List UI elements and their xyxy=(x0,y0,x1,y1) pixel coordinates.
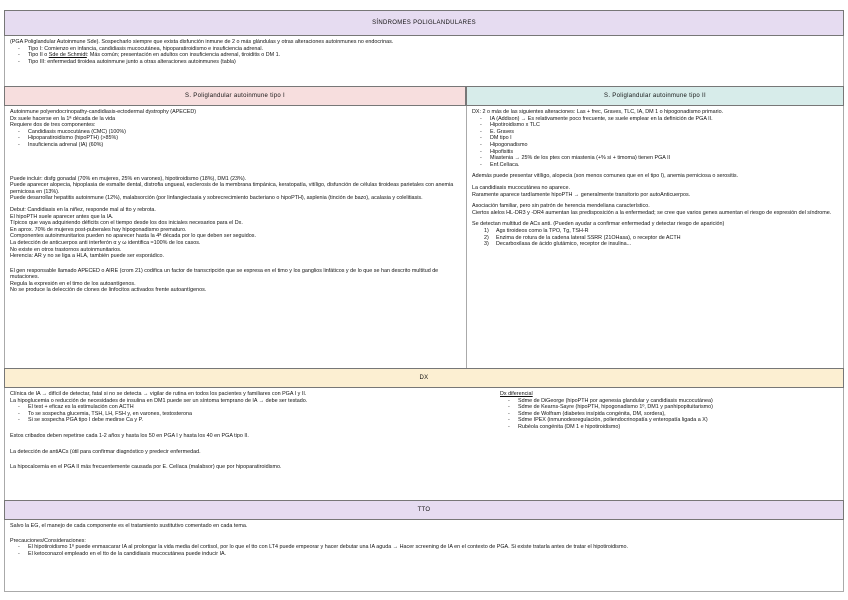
antibody-item xyxy=(472,241,838,248)
type1-component: - Hipoparatiroidismo (hipoPTH) (>85%) xyxy=(10,135,461,142)
dx-item: - Si se sospecha PGA tipo I debe medirse Ca y P. xyxy=(10,417,490,424)
type2-text: Raramente aparece tardíamente hipoPTH → generalmente transitorio por autoAnticuerpos. xyxy=(472,191,691,198)
dx-text: La hipoglucemia o reducción de necesidades de insulina en DM1 puede ser un síntoma temprano de IA → debe ser testado. xyxy=(10,397,308,404)
type1-text: Regula la expresión en el timo de los autoantígenos. xyxy=(10,280,136,287)
type2-text: Ciertos alelos HL-DR3 y -DR4 aumentan las predisposición a la enfermedad; se cree que varios genes aumentan el riesgo de expresión del síndrome. xyxy=(472,209,832,216)
antibody-number: 3) xyxy=(484,241,489,248)
type1-text: En aprox. 70% de mujeres post-puberales hay hipogonadismo prematuro. xyxy=(10,226,187,233)
type1-header: S. Poliglandular autoinmune tipo I xyxy=(4,86,466,106)
dx-text: Estos cribados deben repetirse cada 1-2 años y hasta los 50 en PGA I y hasta los 40 en PGA tipo II. xyxy=(10,432,249,439)
intro-item-prefix: Tipo II o xyxy=(28,52,49,59)
type1-text: No existe en otros trastornos autoinmunitarios. xyxy=(10,246,122,253)
intro-section xyxy=(4,36,844,86)
dx-differential-item: - Sdme de Kearns-Sayre (hipoPTH, hipogonadismo 1º, DM1 y panhipopituitarismo) xyxy=(500,404,840,411)
antibody-text: Decarboxilasa de ácido glutámico, receptor de insulina... xyxy=(496,241,632,248)
antibody-number: 1) xyxy=(484,227,489,234)
type1-text: Dx suele hacerse en la 1ª década de la vida xyxy=(10,115,116,122)
type2-item: - Miastenia → 25% de los ptes con miastenia (+% si + timoma) tienen PGA II xyxy=(472,155,838,162)
type1-component: - Insuficiencia adrenal (IA) (60%) xyxy=(10,142,461,149)
type2-item: - DM tipo I xyxy=(472,135,838,142)
type2-text: Asociación familiar, pero sin patrón de herencia mendeliana característico. xyxy=(472,203,650,210)
page-title: SÍNDROMES POLIGLANDULARES xyxy=(4,10,844,36)
antibody-item xyxy=(472,235,838,242)
type1-text: Puede incluir: disfg gonadal (70% en mujeres, 25% en varones), hipotiroidismo (18%), DM1 (23%). xyxy=(10,175,247,182)
dx-differential xyxy=(500,391,840,431)
intro-item-rest: : Más común; presentación en adultos con insuficiencia adrenal, tiroiditis o DM 1. xyxy=(86,52,281,59)
tto-text: Precauciones/Consideraciones: xyxy=(10,537,86,544)
type2-item: - Hipofisitis xyxy=(472,149,838,156)
type2-item: - Enf.Celíaca. xyxy=(472,162,838,169)
type1-text: No se produce la delección de clones de linfocitos activados frente autoantígenos. xyxy=(10,287,207,294)
intro-item: - Tipo III: enfermedad tiroidea autoinmune junto a otras alteraciones autoinmunes (tabla) xyxy=(10,59,838,66)
dx-header: DX xyxy=(4,368,844,388)
intro-text: (PGA Poliglandular Autoinmune Sde). Sospecharlo siempre que exista disfunción inmune de 2 o más glándulas y otras alteraciones autoinmunes no endocrinas. xyxy=(10,39,394,45)
type1-component: - Candidiasis mucocutánea (CMC) (100%) xyxy=(10,129,461,136)
dx-differential-item: - Sdme de Wolfram (diabetes insípida congénita, DM, sordera), xyxy=(500,411,840,418)
tto-item: - El hipotiroidismo 1º puede enmascarar IA al prolongar la vida media del cortisol, por lo que el tto con LT4 puede empeorar y hacer debutar una IA aguda → Hacer screening de IA en el contexto de PGA. Si existe tratarla antes de tratar el hipotiroidismo. xyxy=(10,544,838,551)
dx-text: Clínica de IA → difícil de detectar, fatal si no se detecta → vigilar de rutina en todos los pacientes y familiares con PGA I y II. xyxy=(10,391,307,397)
tto-body xyxy=(4,520,844,592)
tto-header: TTO xyxy=(4,500,844,520)
type1-text: La detección de anticuerpos anti interferón α y ω identifica ≈100% de los casos. xyxy=(10,239,201,246)
dx-item: - To se sospecha glucemia, TSH, LH, FSH y, en varones, testosterona xyxy=(10,411,490,418)
dx-text: La detección de antiACs (útil para confirmar diagnóstico y predecir enfermedad. xyxy=(10,448,201,455)
antibody-number: 2) xyxy=(484,234,489,241)
type1-text: El gen responsable llamado APECED o AIRE (crom 21) codifica un factor de transcripción que se expresa en el timo y los ganglios linfáticos y de lo que se han descrito multitud de mutaciones. xyxy=(10,267,439,281)
type2-text: La candidiasis mucocutánea no aparece. xyxy=(472,184,570,191)
type1-text: Puede desarrollar hepatitis autoinmune (12%), malabsorción (por linfangiectasia y sobrecrecimiento bacteriano o hipoPTH), asplenia (tinción de bazo), acalasia y colelitiasis. xyxy=(10,195,423,202)
type1-text: Puede aparecer alopecia, hipoplasia de esmalte dental, distrofia ungueal, esclerosis de la membrana timpánica, keratopatía, vitíligo, disfunción de células tiroideas parietales con anemia perniciosa en (13%). xyxy=(10,182,454,195)
dx-item: - El test + eficaz es la estimulación con ACTH xyxy=(10,404,490,411)
dx-text: La hipocalcemia en el PGA II más frecuentemente causada por E. Celíaca (malabsor) que por hipoparatiroidismo. xyxy=(10,464,282,471)
dx-body xyxy=(4,388,844,500)
type1-text: Típicos que vaya adquiriendo déficits con el tiempo desde los dos iniciales necesarios para el Dx. xyxy=(10,220,243,227)
antibody-text: Enzima de rotura de la cadena lateral SSRR (21OHasa), o receptor de ACTH xyxy=(496,234,681,241)
type2-text: Se detectan multitud de ACs anti. (Pueden ayudar a confirmar enfermedad y detectar riesgo de aparición) xyxy=(472,221,725,228)
intro-item xyxy=(10,52,838,59)
type2-text: Además puede presentar vitíligo, alopecia (son menos comunes que en el tipo I), anemia perniciosa o serositis. xyxy=(472,173,739,180)
type2-item: - Hipogonadismo xyxy=(472,142,838,149)
tto-item: - El ketoconazol empleado en el tto de la candidiasis mucocutánea puede inducir IA. xyxy=(10,551,838,558)
type1-text: Requiere dos de tres componentes: xyxy=(10,122,96,129)
antibody-text: Ags tiroideos como la TPO, Tg, TSH-R xyxy=(496,227,589,234)
dx-differential-item: - Sdme IPEX (inmunodesregulación, poliendocrinopatía y enteropatía ligada a X) xyxy=(500,417,840,424)
dx-differential-item: - Sdme de DiGeorge (hipoPTH por agenesia glandular y candidiasis mucocutánea) xyxy=(500,398,840,405)
schmidt-link[interactable]: Sde de Schmidt xyxy=(48,52,87,59)
type1-text: Componentes autoinmunitarios pueden no aparecer hasta la 4ª década por lo que deben ser seguidos. xyxy=(10,233,256,240)
type2-item: - Hipotiroidismo x TLC xyxy=(472,122,838,129)
dx-differential-title: Dx diferencial xyxy=(500,391,533,397)
type1-text: El hipoPTH suele aparecer antes que la IA. xyxy=(10,213,114,220)
dx-differential-item: - Rubéola congénita (DM 1 e hipotiroidismo) xyxy=(500,424,840,431)
type1-text: Herencia: AR y no se liga a HLA, también puede ser esporádico. xyxy=(10,253,165,260)
type1-body xyxy=(4,106,466,368)
type2-text: DX: 2 o más de las siguientes alteraciones: Las + frec, Graves, TLC, IA, DM 1 o hipogonadismo primario. xyxy=(472,109,724,115)
dx-left xyxy=(10,391,490,471)
type1-text: Debut: Candidiasis en la niñez, responde mal al tto y rebrota. xyxy=(10,206,156,213)
type2-item: - E. Graves xyxy=(472,129,838,136)
type2-item: - IA (Addison) → Es relativamente poco frecuente, se suele emplear en la definición de PGA II. xyxy=(472,116,838,123)
tto-text: Salvo la EG, el manejo de cada componente es el tratamiento sustitutivo comentado en cada tema. xyxy=(10,523,248,529)
type1-text: Autoinmune polyendocrinopathy-candidiasis-ectodermal dystrophy (APECED) xyxy=(10,109,197,115)
type2-body xyxy=(466,106,844,368)
intro-item: - Tipo I: Comienzo en infancia, candidiasis mucocutánea, hipoparatiroidismo e insuficiencia adrenal. xyxy=(10,46,838,53)
type2-header: S. Poliglandular autoinmune tipo II xyxy=(466,86,844,106)
antibody-item xyxy=(472,228,838,235)
